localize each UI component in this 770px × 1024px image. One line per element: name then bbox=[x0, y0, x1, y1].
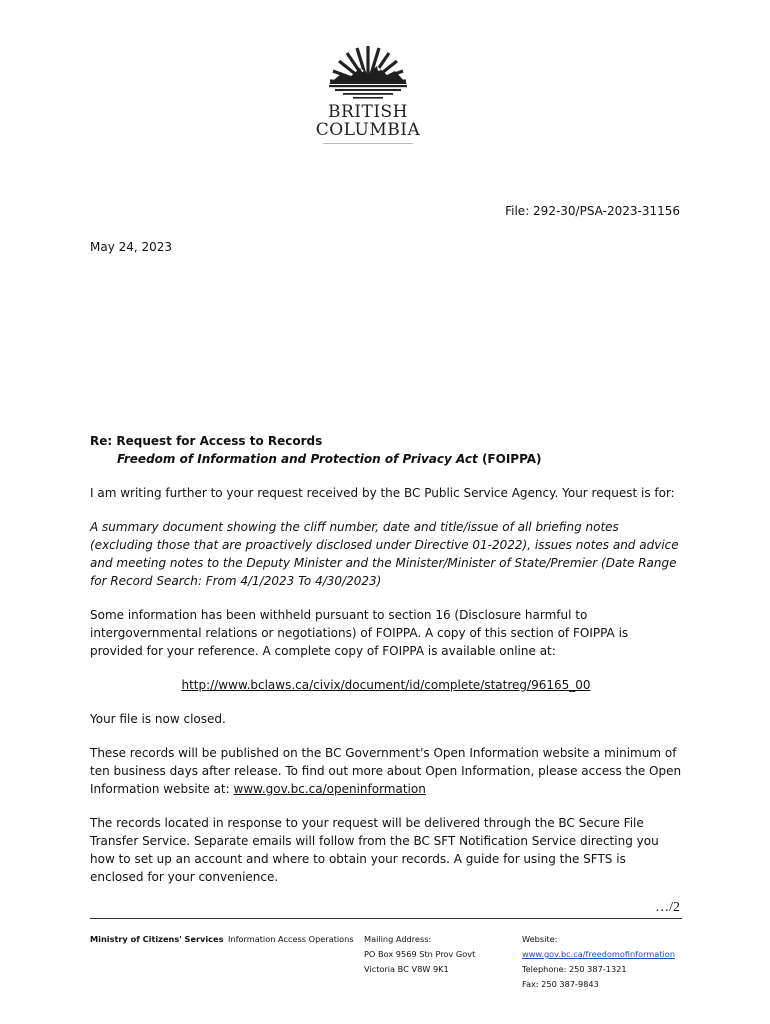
fax: Fax: 250 387-9843 bbox=[522, 979, 599, 989]
mailing-line-2: Victoria BC V8W 9K1 bbox=[364, 964, 449, 974]
website-link[interactable]: www.gov.bc.ca/freedomofinformation bbox=[522, 949, 676, 959]
open-information-text: These records will be published on the BC Government's Open Information website a minimum of ten business days after release. To find out more about Open Information, please access the Open Information website at: bbox=[90, 746, 682, 796]
page-continuation-marker: …/2 bbox=[655, 900, 680, 915]
foippa-link[interactable]: http://www.bclaws.ca/civix/document/id/complete/statreg/96165_00 bbox=[181, 678, 591, 692]
act-name: Freedom of Information and Protection of Privacy Act bbox=[117, 452, 478, 466]
file-closed-paragraph: Your file is now closed. bbox=[90, 712, 226, 726]
letter-date: May 24, 2023 bbox=[90, 240, 173, 254]
telephone: Telephone: 250 387-1321 bbox=[522, 964, 627, 974]
re-act-line bbox=[90, 450, 682, 468]
file-number: File: 292-30/PSA-2023-31156 bbox=[505, 204, 680, 218]
logo-divider bbox=[323, 143, 413, 144]
footer-divider bbox=[90, 918, 682, 919]
logo-text-columbia: COLUMBIA bbox=[315, 120, 421, 140]
logo-text-british: BRITISH bbox=[327, 102, 409, 122]
intro-paragraph: I am writing further to your request received by the BC Public Service Agency. Your request is for: bbox=[90, 486, 675, 500]
bc-sun-mountain-icon bbox=[327, 44, 409, 102]
footer-contact bbox=[522, 932, 675, 992]
footer-branch: Information Access Operations bbox=[228, 934, 354, 944]
withheld-paragraph: Some information has been withheld pursuant to section 16 (Disclosure harmful to intergovernmental relations or negotiations) of FOIPPA. A copy of this section of FOIPPA is provided for your reference. A complete copy of FOIPPA is available online at: bbox=[90, 608, 629, 658]
mailing-line-1: PO Box 9569 Stn Prov Govt bbox=[364, 949, 476, 959]
open-information-link[interactable]: www.gov.bc.ca/openinformation bbox=[233, 782, 426, 796]
re-heading: Re: Request for Access to Records bbox=[90, 434, 323, 448]
bc-government-logo bbox=[308, 44, 428, 150]
act-abbreviation: (FOIPPA) bbox=[481, 452, 542, 466]
footer-ministry: Ministry of Citizens' Services bbox=[90, 934, 224, 944]
mailing-label: Mailing Address: bbox=[364, 934, 432, 944]
letter-body bbox=[90, 432, 682, 886]
request-description: A summary document showing the cliff number, date and title/issue of all briefing notes (excluding those that are proactively disclosed under Directive 01-2022), issues notes and advice and meeting notes to the Deputy Minister and the Minister/Minister of State/Premier (Date Range for Record Search: From 4/1/2023 To 4/30/2023) bbox=[90, 520, 679, 588]
delivery-paragraph: The records located in response to your request will be delivered through the BC Secure File Transfer Service. Separate emails will follow from the BC SFT Notification Service directing you how to set up an account and where to obtain your records. A guide for using the SFTS is enclosed for your convenience. bbox=[90, 816, 659, 884]
open-information-paragraph bbox=[90, 744, 682, 798]
website-label: Website: bbox=[522, 934, 558, 944]
footer-mailing-address bbox=[364, 932, 475, 977]
